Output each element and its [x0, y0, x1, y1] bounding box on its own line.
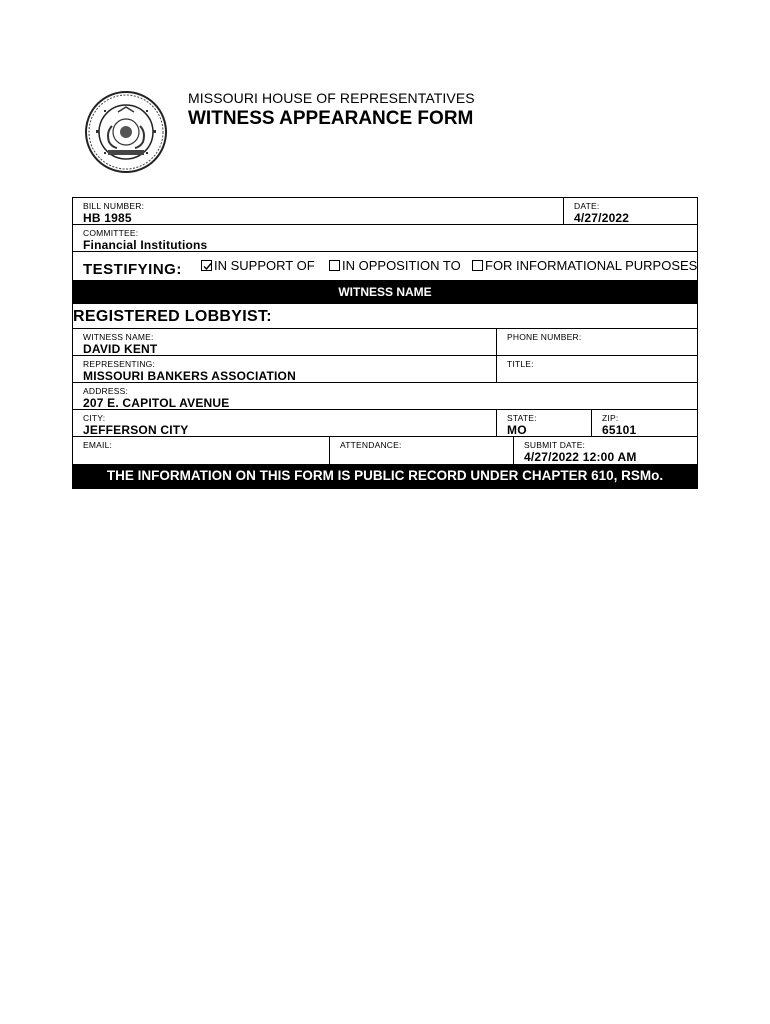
title-cell — [496, 356, 697, 382]
witness-name-label: WITNESS NAME: — [83, 332, 154, 342]
missouri-state-seal-icon — [84, 90, 168, 174]
option-informational[interactable] — [472, 258, 697, 273]
representing-value: MISSOURI BANKERS ASSOCIATION — [83, 369, 296, 383]
representing-cell — [73, 356, 496, 382]
option-in-support[interactable] — [201, 258, 315, 273]
email-label: EMAIL: — [83, 440, 113, 450]
phone-number-label: PHONE NUMBER: — [507, 332, 582, 342]
form-title: WITNESS APPEARANCE FORM — [188, 108, 474, 129]
city-cell — [73, 410, 496, 436]
representing-label: REPRESENTING: — [83, 359, 156, 369]
zip-value: 65101 — [602, 423, 637, 437]
email-attendance-submit-row — [73, 437, 697, 464]
submit-date-cell — [513, 437, 697, 464]
city-label: CITY: — [83, 413, 106, 423]
submit-date-value: 4/27/2022 12:00 AM — [524, 450, 637, 464]
bill-date-row — [73, 198, 697, 225]
bill-number-cell — [73, 198, 563, 224]
organization-name: MISSOURI HOUSE OF REPRESENTATIVES — [188, 90, 475, 106]
checkbox-empty-icon[interactable] — [329, 260, 340, 271]
option-in-support-label: IN SUPPORT OF — [214, 258, 315, 273]
attendance-label: ATTENDANCE: — [340, 440, 402, 450]
address-row — [73, 383, 697, 410]
witness-phone-row — [73, 329, 697, 356]
checkbox-empty-icon[interactable] — [472, 260, 483, 271]
phone-number-cell — [496, 329, 697, 355]
attendance-cell — [329, 437, 513, 464]
submit-date-label: SUBMIT DATE: — [524, 440, 586, 450]
committee-cell — [73, 225, 697, 251]
email-cell — [73, 437, 329, 464]
registered-lobbyist-label: REGISTERED LOBBYIST: — [73, 308, 272, 325]
city-state-zip-row — [73, 410, 697, 437]
testifying-label: TESTIFYING: — [83, 261, 182, 278]
committee-row — [73, 225, 697, 252]
committee-label: COMMITTEE: — [83, 228, 139, 238]
option-informational-label: FOR INFORMATIONAL PURPOSES — [485, 258, 698, 273]
bill-number-value: HB 1985 — [83, 211, 132, 225]
witness-name-value: DAVID KENT — [83, 342, 158, 356]
representing-title-row — [73, 356, 697, 383]
registered-lobbyist-row — [73, 304, 697, 329]
public-record-notice: THE INFORMATION ON THIS FORM IS PUBLIC RECORD UNDER CHAPTER 610, RSMo. — [73, 464, 697, 488]
state-value: MO — [507, 423, 527, 437]
date-label: DATE: — [574, 201, 600, 211]
state-label: STATE: — [507, 413, 537, 423]
witness-form — [72, 197, 698, 489]
testifying-row — [73, 252, 697, 280]
date-cell — [563, 198, 697, 224]
witness-name-header: WITNESS NAME — [73, 280, 697, 304]
state-cell — [496, 410, 591, 436]
city-value: JEFFERSON CITY — [83, 423, 189, 437]
title-label: TITLE: — [507, 359, 534, 369]
zip-cell — [591, 410, 697, 436]
bill-number-label: BILL NUMBER: — [83, 201, 145, 211]
address-value: 207 E. CAPITOL AVENUE — [83, 396, 230, 410]
address-label: ADDRESS: — [83, 386, 129, 396]
option-in-opposition[interactable] — [329, 258, 461, 273]
address-cell — [73, 383, 697, 409]
committee-value: Financial Institutions — [83, 238, 208, 252]
option-in-opposition-label: IN OPPOSITION TO — [342, 258, 461, 273]
date-value: 4/27/2022 — [574, 211, 630, 225]
zip-label: ZIP: — [602, 413, 619, 423]
witness-name-cell — [73, 329, 496, 355]
checkbox-checked-icon[interactable] — [201, 260, 212, 271]
